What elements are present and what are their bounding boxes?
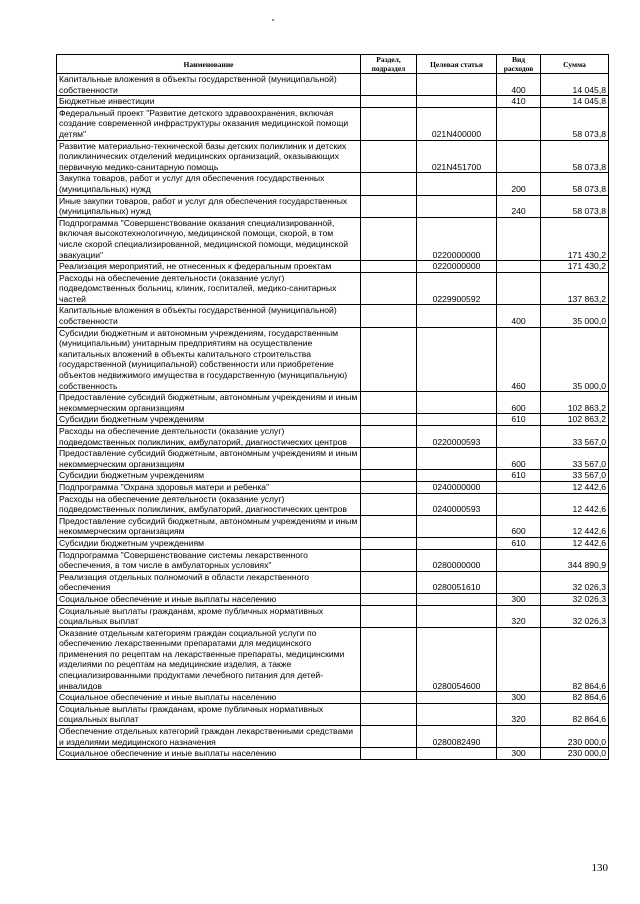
row-name: Социальные выплаты гражданам, кроме публичных нормативных социальных выплат	[57, 703, 361, 725]
row-sum: 14 045,8	[541, 96, 609, 108]
row-name: Субсидии бюджетным учреждениям	[57, 414, 361, 426]
header-expense-type: Вид расходов	[497, 55, 541, 74]
row-name: Социальное обеспечение и иные выплаты населению	[57, 593, 361, 605]
row-expense-type: 600	[497, 392, 541, 414]
row-sum: 33 567,0	[541, 448, 609, 470]
row-expense-type	[497, 627, 541, 692]
row-name: Расходы на обеспечение деятельности (оказание услуг) подведомственных больниц, клиник, госпиталей, медико-санитарных частей	[57, 272, 361, 305]
row-target: 0220000000	[417, 217, 497, 260]
row-expense-type	[497, 140, 541, 173]
row-section	[361, 107, 417, 140]
row-expense-type: 400	[497, 305, 541, 327]
row-target	[417, 537, 497, 549]
table-row	[57, 195, 609, 217]
row-target: 0240000593	[417, 493, 497, 515]
row-section	[361, 392, 417, 414]
row-target	[417, 515, 497, 537]
row-name: Обеспечение отдельных категорий граждан лекарственными средствами и изделиями медицинского назначения	[57, 726, 361, 748]
row-target	[417, 195, 497, 217]
table-row	[57, 74, 609, 96]
row-name: Предоставление субсидий бюджетным, автономным учреждениям и иным некоммерческим организациям	[57, 392, 361, 414]
row-sum: 102 863,2	[541, 392, 609, 414]
table-row	[57, 107, 609, 140]
row-section	[361, 692, 417, 704]
row-target	[417, 74, 497, 96]
header-sum: Сумма	[541, 55, 609, 74]
row-sum: 230 000,0	[541, 726, 609, 748]
row-expense-type	[497, 549, 541, 571]
row-name: Развитие материально-технической базы детских поликлиник и детских поликлинических отделений медицинских организаций, оказывающих первичную медико-санитарную помощь	[57, 140, 361, 173]
row-target	[417, 703, 497, 725]
row-target	[417, 593, 497, 605]
row-target: 0280000000	[417, 549, 497, 571]
row-name: Федеральный проект "Развитие детского здравоохранения, включая создание современной инфраструктуры оказания медицинской помощи детям"	[57, 107, 361, 140]
table-row	[57, 96, 609, 108]
row-section	[361, 470, 417, 482]
table-row	[57, 703, 609, 725]
row-sum: 35 000,0	[541, 305, 609, 327]
row-expense-type	[497, 272, 541, 305]
row-name: Бюджетные инвестиции	[57, 96, 361, 108]
table-row	[57, 605, 609, 627]
row-section	[361, 195, 417, 217]
table-row	[57, 593, 609, 605]
row-expense-type: 300	[497, 593, 541, 605]
row-name: Капитальные вложения в объекты государственной (муниципальной) собственности	[57, 74, 361, 96]
row-sum: 82 864,6	[541, 692, 609, 704]
table-row	[57, 748, 609, 760]
row-name: Расходы на обеспечение деятельности (оказание услуг) подведомственных поликлиник, амбулаторий, диагностических центров	[57, 426, 361, 448]
row-section	[361, 593, 417, 605]
table-row	[57, 692, 609, 704]
row-expense-type: 400	[497, 74, 541, 96]
row-target: 0229900592	[417, 272, 497, 305]
table-row	[57, 140, 609, 173]
row-target: 0220000000	[417, 261, 497, 273]
row-sum: 12 442,6	[541, 481, 609, 493]
row-name: Закупка товаров, работ и услуг для обеспечения государственных (муниципальных) нужд	[57, 173, 361, 195]
row-sum: 230 000,0	[541, 748, 609, 760]
row-sum: 12 442,6	[541, 537, 609, 549]
row-section	[361, 217, 417, 260]
row-target	[417, 470, 497, 482]
table-row	[57, 549, 609, 571]
row-sum: 32 026,3	[541, 605, 609, 627]
row-sum: 82 864,6	[541, 627, 609, 692]
row-target: 021N400000	[417, 107, 497, 140]
row-target	[417, 327, 497, 392]
row-expense-type	[497, 571, 541, 593]
row-name: Подпрограмма "Охрана здоровья матери и ребенка"	[57, 481, 361, 493]
scan-speck	[272, 19, 274, 21]
row-expense-type: 320	[497, 605, 541, 627]
row-name: Субсидии бюджетным учреждениям	[57, 470, 361, 482]
row-section	[361, 272, 417, 305]
row-expense-type	[497, 481, 541, 493]
row-name: Субсидии бюджетным и автономным учреждениям, государственным (муниципальным) унитарным предприятиям на осуществление капитальных вложений в объекты капитального строительства государственной (муниципальной) собственности или приобретение объектов недвижимого имущества в государственную (муниципальную) собственность	[57, 327, 361, 392]
row-section	[361, 140, 417, 173]
row-section	[361, 305, 417, 327]
row-section	[361, 74, 417, 96]
row-target: 0280054600	[417, 627, 497, 692]
row-name: Реализация мероприятий, не отнесенных к федеральным проектам	[57, 261, 361, 273]
row-section	[361, 515, 417, 537]
table-row	[57, 481, 609, 493]
row-sum: 32 026,3	[541, 593, 609, 605]
row-name: Подпрограмма "Совершенствование оказания специализированной, включая высокотехнологичную, медицинской помощи, скорой, в том числе скорой специализированной, медицинской помощи, медицинской эвакуации"	[57, 217, 361, 260]
row-name: Подпрограмма "Совершенствование системы лекарственного обеспечения, в том числе в амбулаторных условиях"	[57, 549, 361, 571]
row-expense-type: 600	[497, 448, 541, 470]
table-row	[57, 470, 609, 482]
row-name: Оказание отдельным категориям граждан социальной услуги по обеспечению лекарственными препаратами для медицинского применения по рецептам на лекарственные препараты, медицинскими изделиями по рецептам на медицинские изделия, а также специализированными продуктами лечебного питания для детей-инвалидов	[57, 627, 361, 692]
table-row	[57, 414, 609, 426]
row-target	[417, 305, 497, 327]
row-target	[417, 414, 497, 426]
row-sum: 171 430,2	[541, 217, 609, 260]
table-body	[57, 74, 609, 760]
table-row	[57, 448, 609, 470]
row-expense-type	[497, 261, 541, 273]
row-sum: 102 863,2	[541, 414, 609, 426]
row-name: Реализация отдельных полномочий в области лекарственного обеспечения	[57, 571, 361, 593]
row-sum: 58 073,8	[541, 195, 609, 217]
table-row	[57, 493, 609, 515]
row-sum: 82 864,6	[541, 703, 609, 725]
row-sum: 12 442,6	[541, 515, 609, 537]
row-target: 0280051610	[417, 571, 497, 593]
row-sum: 33 567,0	[541, 426, 609, 448]
row-expense-type: 610	[497, 470, 541, 482]
row-name: Капитальные вложения в объекты государственной (муниципальной) собственности	[57, 305, 361, 327]
table-row	[57, 515, 609, 537]
row-sum: 33 567,0	[541, 470, 609, 482]
row-section	[361, 703, 417, 725]
table-row	[57, 272, 609, 305]
row-section	[361, 748, 417, 760]
row-section	[361, 96, 417, 108]
row-expense-type: 320	[497, 703, 541, 725]
row-expense-type: 610	[497, 537, 541, 549]
row-target	[417, 173, 497, 195]
row-section	[361, 627, 417, 692]
row-section	[361, 493, 417, 515]
row-sum: 137 863,2	[541, 272, 609, 305]
row-sum: 32 026,3	[541, 571, 609, 593]
table-row	[57, 571, 609, 593]
row-expense-type: 460	[497, 327, 541, 392]
row-section	[361, 605, 417, 627]
row-expense-type: 300	[497, 692, 541, 704]
row-name: Предоставление субсидий бюджетным, автономным учреждениям и иным некоммерческим организациям	[57, 515, 361, 537]
table-row	[57, 627, 609, 692]
row-name: Предоставление субсидий бюджетным, автономным учреждениям и иным некоммерческим организациям	[57, 448, 361, 470]
header-name: Наименование	[57, 55, 361, 74]
row-target	[417, 448, 497, 470]
row-section	[361, 537, 417, 549]
table-row	[57, 305, 609, 327]
row-sum: 344 890,9	[541, 549, 609, 571]
row-section	[361, 426, 417, 448]
table-header-row	[57, 55, 609, 74]
row-target: 0280082490	[417, 726, 497, 748]
row-target	[417, 392, 497, 414]
row-target	[417, 96, 497, 108]
row-expense-type: 200	[497, 173, 541, 195]
row-sum: 14 045,8	[541, 74, 609, 96]
row-name: Иные закупки товаров, работ и услуг для обеспечения государственных (муниципальных) нужд	[57, 195, 361, 217]
header-target: Целевая статья	[417, 55, 497, 74]
row-expense-type	[497, 726, 541, 748]
row-target	[417, 748, 497, 760]
row-sum: 58 073,8	[541, 140, 609, 173]
row-section	[361, 481, 417, 493]
page-number: 130	[591, 862, 608, 874]
row-section	[361, 327, 417, 392]
row-sum: 12 442,6	[541, 493, 609, 515]
row-section	[361, 173, 417, 195]
table-row	[57, 426, 609, 448]
row-name: Социальное обеспечение и иные выплаты населению	[57, 692, 361, 704]
row-expense-type: 600	[497, 515, 541, 537]
row-expense-type	[497, 107, 541, 140]
row-expense-type	[497, 426, 541, 448]
row-target	[417, 692, 497, 704]
table-row	[57, 327, 609, 392]
header-section: Раздел, подраздел	[361, 55, 417, 74]
table-row	[57, 217, 609, 260]
row-sum: 58 073,8	[541, 107, 609, 140]
row-expense-type: 240	[497, 195, 541, 217]
row-sum: 35 000,0	[541, 327, 609, 392]
row-expense-type: 300	[497, 748, 541, 760]
row-section	[361, 571, 417, 593]
row-expense-type: 410	[497, 96, 541, 108]
row-name: Расходы на обеспечение деятельности (оказание услуг) подведомственных поликлиник, амбулаторий, диагностических центров	[57, 493, 361, 515]
table-row	[57, 726, 609, 748]
budget-table	[56, 54, 609, 760]
row-sum: 171 430,2	[541, 261, 609, 273]
row-target: 0220000593	[417, 426, 497, 448]
row-name: Социальное обеспечение и иные выплаты населению	[57, 748, 361, 760]
row-name: Социальные выплаты гражданам, кроме публичных нормативных социальных выплат	[57, 605, 361, 627]
table-row	[57, 261, 609, 273]
row-section	[361, 448, 417, 470]
table-row	[57, 537, 609, 549]
row-name: Субсидии бюджетным учреждениям	[57, 537, 361, 549]
row-expense-type	[497, 217, 541, 260]
row-section	[361, 549, 417, 571]
table-row	[57, 173, 609, 195]
row-target: 021N451700	[417, 140, 497, 173]
row-sum: 58 073,8	[541, 173, 609, 195]
row-target: 0240000000	[417, 481, 497, 493]
row-section	[361, 726, 417, 748]
row-section	[361, 261, 417, 273]
table-row	[57, 392, 609, 414]
row-target	[417, 605, 497, 627]
row-expense-type: 610	[497, 414, 541, 426]
row-expense-type	[497, 493, 541, 515]
row-section	[361, 414, 417, 426]
